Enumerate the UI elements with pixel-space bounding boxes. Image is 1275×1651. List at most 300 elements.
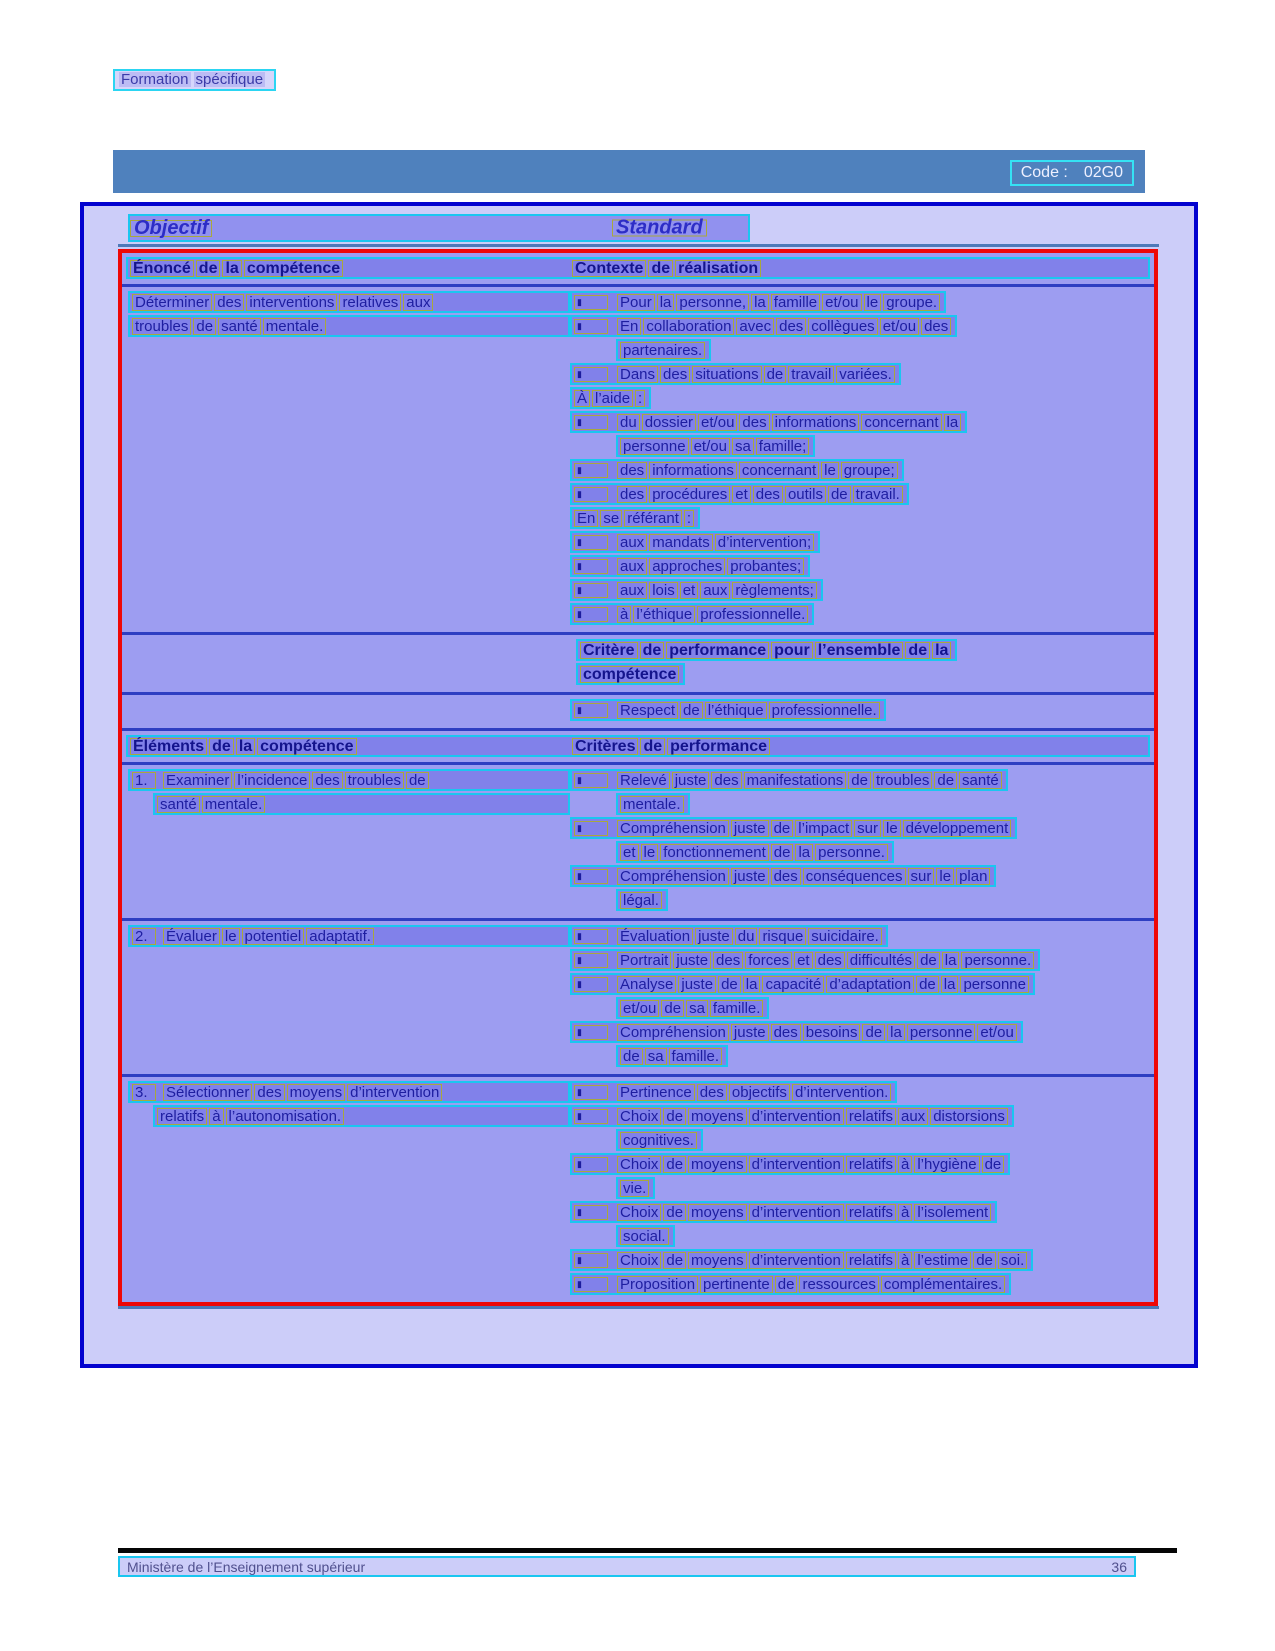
line-text — [163, 928, 376, 945]
word-box: des — [617, 486, 647, 503]
word-box: des — [617, 462, 647, 479]
word-box: groupe; — [841, 462, 898, 479]
word-box: des — [214, 294, 244, 311]
line-text — [617, 606, 810, 623]
word-box: l’éthique — [705, 702, 767, 719]
table-row — [122, 284, 1154, 632]
word-box: l’ensemble — [815, 642, 904, 659]
bullet-icon: ▮ — [574, 953, 608, 968]
bullet-icon: ▮ — [574, 821, 608, 836]
line-text — [620, 1048, 724, 1065]
word-box: troubles — [345, 772, 404, 789]
line-text — [617, 1156, 1006, 1173]
word-box: Choix — [617, 1108, 661, 1125]
word-box: d’intervention — [749, 1108, 844, 1125]
ocr-line — [153, 793, 570, 815]
ocr-line — [570, 699, 886, 721]
table-row — [122, 253, 1154, 284]
word-box: famille. — [710, 1000, 764, 1017]
word-box: la — [236, 738, 255, 755]
ocr-line — [570, 949, 1040, 971]
word-box: à — [617, 606, 631, 623]
bullet-icon: ▮ — [574, 319, 608, 334]
word-box: de — [620, 1048, 643, 1065]
word-box: Choix — [617, 1252, 661, 1269]
line-text — [620, 796, 686, 813]
ocr-line — [128, 769, 570, 791]
word-box: santé — [218, 318, 261, 335]
word-box: des — [711, 772, 741, 789]
word-box: troubles — [873, 772, 932, 789]
word-box: complémentaires. — [881, 1276, 1005, 1293]
footer-ministry: Ministère de l’Enseignement supérieur — [127, 1558, 366, 1575]
word-box: troubles — [132, 318, 191, 335]
bullet-icon: ▮ — [574, 415, 608, 430]
word-box: ressources — [799, 1276, 878, 1293]
word-box: variées. — [836, 366, 895, 383]
word-box: de — [648, 260, 673, 277]
bullet-icon: ▮ — [574, 1025, 608, 1040]
word-box: la — [944, 414, 962, 431]
word-box: des — [815, 952, 845, 969]
word-box: de — [917, 952, 940, 969]
word-box: de — [771, 844, 794, 861]
word-box: procédures — [649, 486, 730, 503]
bullet-icon: ▮ — [574, 1205, 608, 1220]
word-box: mandats — [649, 534, 713, 551]
word-box: personne, — [676, 294, 749, 311]
word-box: l’hygiène — [914, 1156, 979, 1173]
word-box: fonctionnement — [660, 844, 769, 861]
word-box: et/ou — [691, 438, 730, 455]
word-box: approches — [649, 558, 725, 575]
ocr-line — [570, 411, 967, 433]
word-box: Objectif — [130, 220, 212, 237]
word-box: interventions — [246, 294, 337, 311]
footer-page-number: 36 — [1111, 1558, 1127, 1575]
word-box: d’intervention. — [792, 1084, 891, 1101]
ocr-line — [128, 315, 570, 337]
word-box: de — [406, 772, 429, 789]
word-box: aux — [617, 558, 647, 575]
word-box: à — [209, 1108, 223, 1125]
word-box: travail — [788, 366, 834, 383]
ocr-line — [570, 973, 1035, 995]
ocr-line — [616, 997, 769, 1019]
table-cell-left — [126, 769, 570, 817]
bullet-icon: ▮ — [574, 487, 608, 502]
ocr-line — [570, 555, 810, 577]
table-cell-left — [126, 1081, 570, 1129]
word-box: capacité — [762, 976, 824, 993]
line-text — [620, 342, 707, 359]
word-box: la — [751, 294, 769, 311]
bullet-icon: ▮ — [574, 929, 608, 944]
word-box: vie. — [620, 1180, 649, 1197]
line-text — [617, 294, 942, 311]
word-box: de — [973, 1252, 996, 1269]
word-box: et — [794, 952, 813, 969]
word-box: et — [732, 486, 751, 503]
word-box: Critère — [580, 642, 638, 659]
word-box: de — [663, 1156, 686, 1173]
ocr-line — [570, 865, 996, 887]
word-box: du — [617, 414, 640, 431]
word-box: personne — [960, 976, 1029, 993]
ocr-line — [570, 459, 904, 481]
word-box: légal. — [620, 892, 662, 909]
word-box: Contexte — [572, 260, 646, 277]
word-box: le — [864, 294, 882, 311]
competency-table — [118, 249, 1158, 1306]
bullet-icon: ▮ — [574, 1157, 608, 1172]
word-box: Choix — [617, 1204, 661, 1221]
word-box: juste — [678, 976, 716, 993]
bullet-icon: ▮ — [574, 869, 608, 884]
word-box: situations — [692, 366, 761, 383]
word-box: Énoncé — [130, 260, 194, 277]
word-box: des — [697, 1084, 727, 1101]
word-box: famille; — [756, 438, 810, 455]
word-box: l’isolement — [914, 1204, 991, 1221]
word-box: sur — [908, 868, 935, 885]
line-text — [617, 976, 1031, 993]
word-box: moyens — [688, 1108, 747, 1125]
word-box: l’autonomisation. — [226, 1108, 345, 1125]
item-number: 1. — [132, 772, 156, 789]
table-cell-left — [126, 291, 570, 339]
table-cell-right — [570, 699, 1150, 723]
word-box: de — [663, 1204, 686, 1221]
word-box: manifestations — [744, 772, 847, 789]
word-box: pertinente — [700, 1276, 773, 1293]
word-box: partenaires. — [620, 342, 705, 359]
line-text — [617, 462, 900, 479]
word-box: l’éthique — [633, 606, 695, 623]
word-box: compétence — [244, 260, 343, 277]
word-box: cognitives. — [620, 1132, 697, 1149]
line-text — [620, 1000, 765, 1017]
word-box: Dans — [617, 366, 658, 383]
word-box: À — [574, 390, 590, 407]
word-box: le — [936, 868, 954, 885]
line-text — [617, 366, 897, 383]
ocr-line — [128, 925, 570, 947]
word-box: la — [932, 642, 951, 659]
word-box: d’adaptation — [826, 976, 914, 993]
word-box: la — [795, 844, 813, 861]
objectif-standard-row — [128, 214, 750, 242]
line-text — [617, 1024, 1019, 1041]
line-text — [617, 558, 806, 575]
word-box: collaboration — [643, 318, 734, 335]
ocr-line — [570, 531, 820, 553]
word-box: de — [916, 976, 939, 993]
word-box: et — [680, 582, 699, 599]
ocr-line — [616, 889, 668, 911]
word-box: professionnelle. — [769, 702, 880, 719]
ocr-line — [570, 507, 700, 529]
word-box: En — [574, 510, 598, 527]
standard-label — [612, 216, 709, 239]
ocr-line — [128, 1081, 570, 1103]
ocr-line — [570, 1021, 1023, 1043]
section-label — [113, 69, 276, 91]
word-box: personne — [620, 438, 689, 455]
ocr-line — [570, 363, 901, 385]
word-box: de — [663, 1108, 686, 1125]
line-text — [617, 1252, 1029, 1269]
word-box: du — [735, 928, 758, 945]
word-box: de — [718, 976, 741, 993]
word-box: suicidaire. — [808, 928, 882, 945]
line-text — [132, 318, 328, 335]
word-box: avec — [736, 318, 774, 335]
line-text — [620, 892, 664, 909]
line-text — [617, 1204, 993, 1221]
line-text — [163, 772, 431, 789]
word-box: juste — [695, 928, 733, 945]
title-band — [113, 150, 1145, 193]
table-cell-right — [570, 291, 1150, 627]
word-box: juste — [731, 868, 769, 885]
word-box: professionnelle. — [697, 606, 808, 623]
word-box: En — [617, 318, 641, 335]
ocr-line — [570, 1105, 1014, 1127]
table-row — [122, 918, 1154, 1074]
word-box: la — [743, 976, 761, 993]
ocr-line — [570, 483, 909, 505]
word-box: famille. — [669, 1048, 723, 1065]
ocr-line — [616, 1129, 703, 1151]
word-box: et/ou — [977, 1024, 1016, 1041]
word-box: relatives — [339, 294, 401, 311]
word-box: d’intervention; — [715, 534, 814, 551]
table-top-shadow — [118, 244, 1159, 247]
word-box: référant — [624, 510, 682, 527]
word-box: des — [312, 772, 342, 789]
bullet-icon: ▮ — [574, 703, 608, 718]
word-box: pour — [771, 642, 813, 659]
table-cell-left — [126, 925, 570, 949]
word-box: Relevé — [617, 772, 670, 789]
word-box: performance — [666, 642, 769, 659]
word-box: la — [657, 294, 675, 311]
word-box: règlements; — [732, 582, 816, 599]
content-box — [80, 202, 1198, 1368]
ocr-line — [616, 1045, 728, 1067]
ocr-line — [128, 291, 570, 313]
bullet-icon: ▮ — [574, 773, 608, 788]
ocr-line — [570, 387, 651, 409]
word-box: de — [209, 738, 234, 755]
word-box: travail. — [853, 486, 903, 503]
line-text — [617, 318, 953, 335]
word-box: et/ou — [822, 294, 861, 311]
ocr-line — [616, 841, 894, 863]
line-text — [620, 844, 890, 861]
word-box: lois — [649, 582, 678, 599]
word-box: d’intervention — [749, 1204, 844, 1221]
word-box: personne. — [961, 952, 1034, 969]
word-box: la — [942, 952, 960, 969]
word-box: le — [222, 928, 240, 945]
ocr-line — [616, 1177, 655, 1199]
word-box: la — [887, 1024, 905, 1041]
word-box: personne. — [815, 844, 888, 861]
word-box: aux — [403, 294, 433, 311]
item-number: 2. — [132, 928, 156, 945]
word-box: relatifs — [157, 1108, 207, 1125]
word-box: Éléments — [130, 738, 207, 755]
word-box: sa — [686, 1000, 708, 1017]
word-box: Portrait — [617, 952, 671, 969]
word-box: Compréhension — [617, 868, 729, 885]
word-box: : — [635, 390, 645, 407]
footer-rule — [118, 1548, 1177, 1553]
bullet-icon: ▮ — [574, 1277, 608, 1292]
word-box: adaptatif. — [306, 928, 374, 945]
ocr-line — [570, 817, 1017, 839]
word-box: mentale. — [263, 318, 327, 335]
word-box: Respect — [617, 702, 678, 719]
word-box: se — [600, 510, 622, 527]
code-value: 02G0 — [1083, 164, 1123, 181]
bullet-icon: ▮ — [574, 1253, 608, 1268]
word-box: la — [941, 976, 959, 993]
word-box: Pertinence — [617, 1084, 695, 1101]
line-text — [617, 702, 882, 719]
line-text — [132, 294, 435, 311]
word-box: de — [862, 1024, 885, 1041]
word-box: des — [776, 318, 806, 335]
word-box: Déterminer — [132, 294, 212, 311]
ocr-line — [570, 315, 957, 337]
word-box: aux — [700, 582, 730, 599]
word-box: juste — [731, 1024, 769, 1041]
word-box: mentale. — [620, 796, 684, 813]
word-box: Choix — [617, 1156, 661, 1173]
word-box: de — [680, 702, 703, 719]
word-box: et/ou — [620, 1000, 659, 1017]
ocr-line — [570, 1201, 997, 1223]
bullet-icon: ▮ — [574, 607, 608, 622]
word-box: mentale. — [202, 796, 266, 813]
word-box: besoins — [803, 1024, 861, 1041]
word-box: des — [660, 366, 690, 383]
line-text — [620, 438, 811, 455]
bullet-icon: ▮ — [574, 295, 608, 310]
word-box: potentiel — [242, 928, 305, 945]
ocr-line — [570, 1081, 897, 1103]
bullet-icon: ▮ — [574, 463, 608, 478]
word-box: à — [898, 1156, 912, 1173]
bullet-icon: ▮ — [574, 559, 608, 574]
word-box: des — [921, 318, 951, 335]
word-box: aux — [617, 582, 647, 599]
word-box: relatifs — [846, 1108, 896, 1125]
ocr-line — [570, 769, 1008, 791]
line-text — [617, 952, 1036, 969]
bullet-icon: ▮ — [574, 583, 608, 598]
ocr-line — [570, 1273, 1011, 1295]
line-text — [617, 1108, 1010, 1125]
word-box: collègues — [808, 318, 877, 335]
ocr-line — [153, 1105, 570, 1127]
line-text — [617, 534, 816, 551]
word-box: l’incidence — [234, 772, 310, 789]
ocr-line — [570, 579, 823, 601]
line-text — [620, 1132, 699, 1149]
line-text — [580, 642, 953, 659]
word-box: probantes; — [727, 558, 804, 575]
word-box: Critères — [572, 738, 638, 755]
word-box: juste — [672, 772, 710, 789]
word-box: et/ou — [698, 414, 737, 431]
line-text — [617, 928, 884, 945]
table-cell-right — [570, 639, 1150, 687]
word-box: forces — [745, 952, 792, 969]
line-text — [574, 390, 647, 407]
line-text — [617, 486, 905, 503]
word-box: de — [663, 1252, 686, 1269]
word-box: de — [196, 260, 221, 277]
ocr-line — [570, 603, 814, 625]
word-box: outils — [785, 486, 826, 503]
word-box: des — [739, 414, 769, 431]
word-box: de — [982, 1156, 1005, 1173]
line-text — [574, 510, 696, 527]
word-box: l’aide — [592, 390, 633, 407]
word-box: dossier — [642, 414, 696, 431]
word-box: relatifs — [846, 1156, 896, 1173]
table-row — [122, 692, 1154, 728]
word-box: sur — [854, 820, 881, 837]
line-text — [617, 868, 992, 885]
table-cell-right — [570, 925, 1150, 1069]
ocr-line — [570, 925, 888, 947]
word-box: des — [771, 1024, 801, 1041]
word-box: relatifs — [846, 1252, 896, 1269]
header-left — [130, 260, 345, 277]
line-text — [617, 1084, 893, 1101]
table-bottom-shadow — [118, 1306, 1159, 1309]
line-text — [163, 1084, 444, 1101]
word-box: le — [821, 462, 839, 479]
word-box: informations — [649, 462, 737, 479]
word-box: des — [771, 868, 801, 885]
word-box: développement — [903, 820, 1012, 837]
word-box: moyens — [688, 1252, 747, 1269]
line-text — [617, 414, 963, 431]
table-cell-right — [570, 1081, 1150, 1297]
ocr-line — [126, 735, 1150, 757]
word-box: de — [640, 642, 665, 659]
word-box: moyens — [688, 1156, 747, 1173]
ocr-line — [570, 1249, 1033, 1271]
ocr-line — [616, 1225, 675, 1247]
word-box: aux — [617, 534, 647, 551]
objectif-label — [130, 216, 214, 239]
word-box: et/ou — [880, 318, 919, 335]
word-box: de — [764, 366, 787, 383]
word-box: de — [905, 642, 930, 659]
bullet-icon: ▮ — [574, 367, 608, 382]
bullet-icon: ▮ — [574, 1085, 608, 1100]
ocr-line — [616, 793, 690, 815]
line-text — [620, 1180, 651, 1197]
word-box: d’intervention — [347, 1084, 442, 1101]
